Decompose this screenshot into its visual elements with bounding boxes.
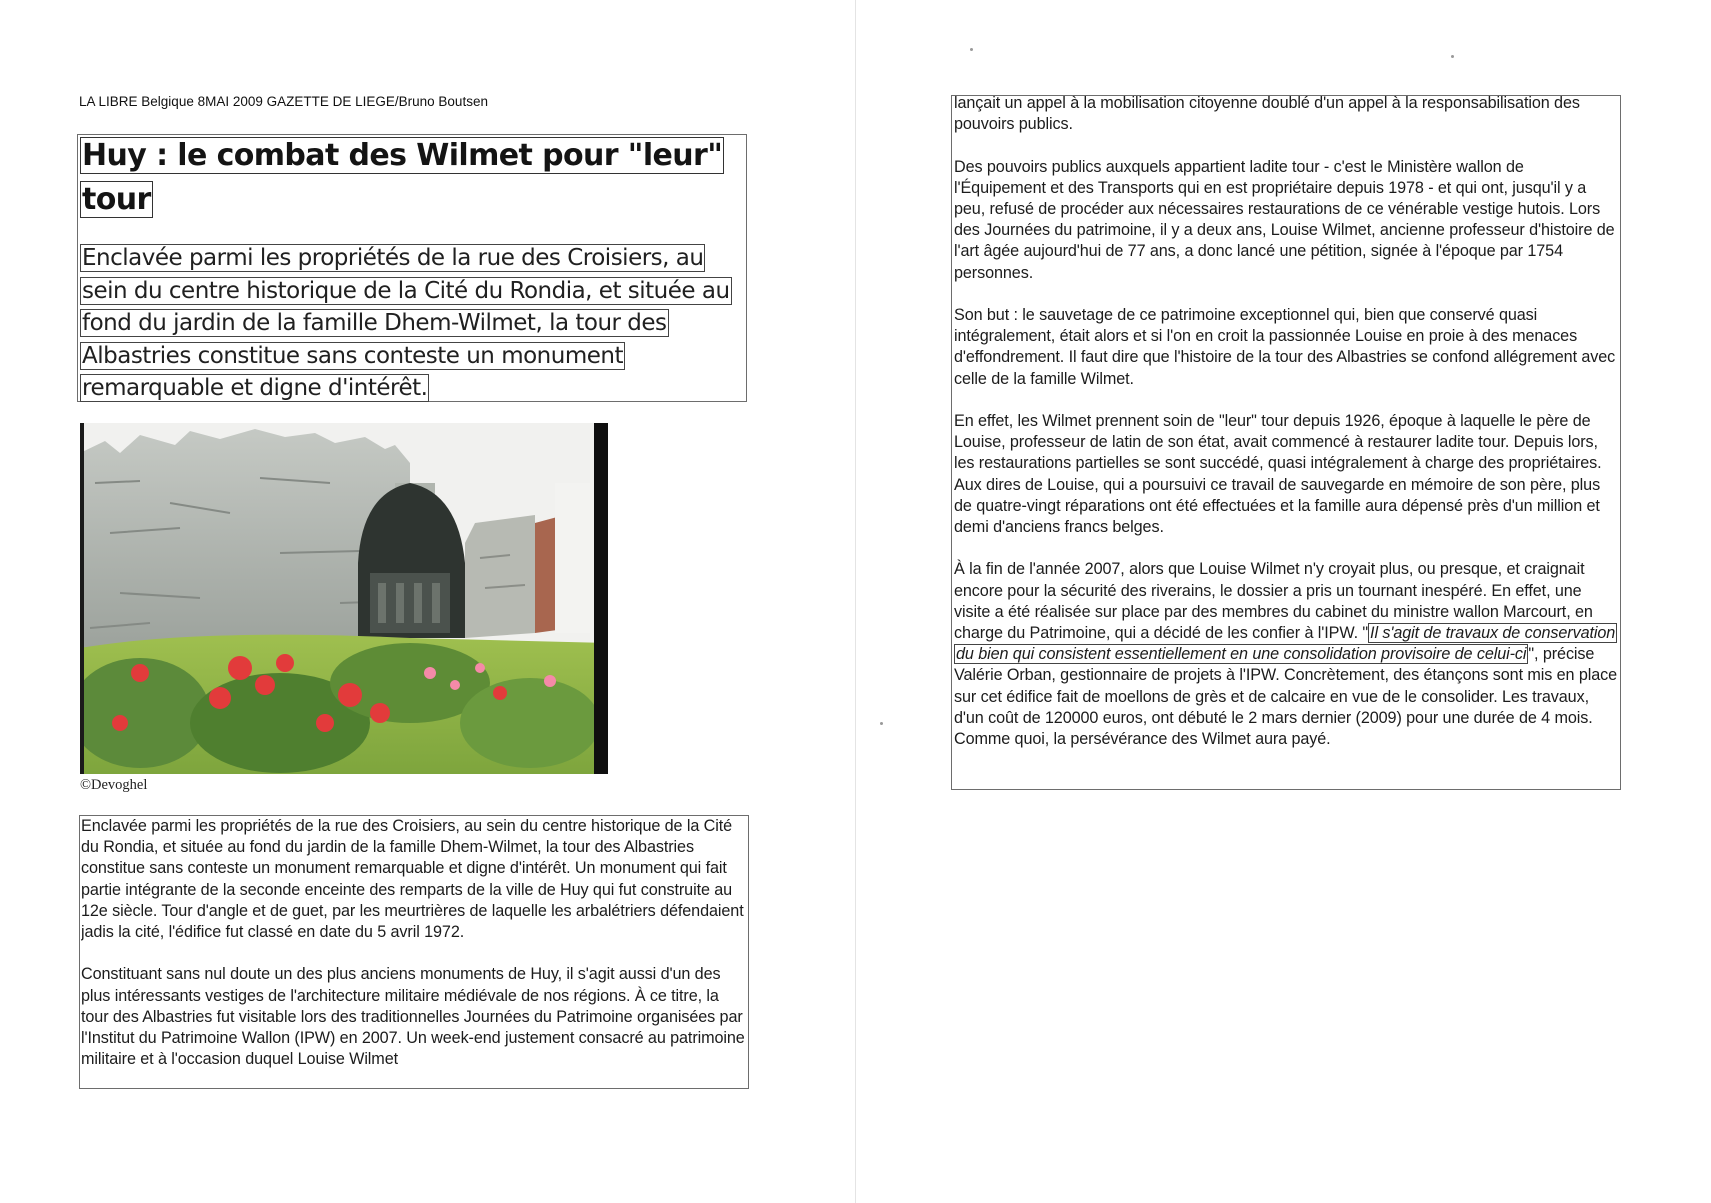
scan-speck xyxy=(970,48,973,51)
lede: Enclavée parmi les propriétés de la rue des Croisiers, au sein du centre historique de la Cité du Rondia, et située au fond du jardin de la famille Dhem-Wilmet, la tour des Albastries constitue sans conteste un monument remarquable et digne d'intérêt. xyxy=(82,245,730,401)
quote-outro: ", précise Valérie Orban, gestionnaire de projets à l'IPW. Concrètement, des étançons sont mis en place sur cet édifice fait de moellons de grès et de calcaire en vue de le consolider. Les travaux, d'un coût de 120000 euros, ont débuté le 2 mars dernier (2009) pour une durée de 4 mois. Comme quoi, la persévérance des Wilmet aura payé. xyxy=(954,645,1618,749)
photo-credit: ©Devoghel xyxy=(80,777,148,793)
left-paragraph: Enclavée parmi les propriétés de la rue des Croisiers, au sein du centre historique de la Cité du Rondia, et située au fond du jardin de la famille Dhem-Wilmet, la tour des Albastries constitue sans conteste un monument remarquable et digne d'intérêt. Un monument qui fait partie intégrante de la seconde enceinte des remparts de la ville de Huy qui fut construite au 12e siècle. Tour d'angle et de guet, par les meurtrières de laquelle les arbalétriers défendaient jadis la cité, l'édifice fut classé en date du 5 avril 1972. xyxy=(81,817,744,942)
tower-photo xyxy=(80,423,608,774)
source-line: LA LIBRE Belgique 8MAI 2009 GAZETTE DE LIEGE/Bruno Boutsen xyxy=(79,94,488,109)
right-paragraph: lançait un appel à la mobilisation citoyenne doublé d'un appel à la responsabilisation des pouvoirs publics. xyxy=(954,94,1580,134)
right-article-column xyxy=(954,93,1620,771)
left-paragraph: Constituant sans nul doute un des plus anciens monuments de Huy, il s'agit aussi d'un des plus intéressants vestiges de l'architecture militaire médiévale de nos régions. À ce titre, la tour des Albastries fut visitable lors des traditionnelles Journées du Patrimoine organisées par l'Institut du Patrimoine Wallon (IPW) en 2007. Un week-end justement consacré au patrimoine militaire et à l'occasion duquel Louise Wilmet xyxy=(81,965,745,1069)
right-paragraph: Des pouvoirs publics auxquels appartient ladite tour - c'est le Ministère wallon de l'Équipement et des Transports qui en est propriétaire depuis 1978 - et qui ont, jusqu'il y a peu, refusé de procéder aux nécessaires restaurations de ce vénérable vestige hutois. Lors des Journées du patrimoine, il y a deux ans, Louise Wilmet, ancienne professeur d'histoire de l'art âgée aujourd'hui de 77 ans, a donc lancé une pétition, signée à l'époque par 1754 personnes. xyxy=(954,157,1615,282)
left-article-column xyxy=(81,816,749,1088)
scan-speck xyxy=(1451,55,1454,58)
page-fold xyxy=(855,0,856,1203)
headline: Huy : le combat des Wilmet pour "leur" tour xyxy=(82,138,723,217)
ipw-quote: Il s'agit de travaux de conservation du bien qui consistent essentiellement en une consolidation provisoire de celui-ci xyxy=(956,624,1616,664)
scan-speck xyxy=(880,722,883,725)
right-paragraph xyxy=(954,559,1620,750)
right-paragraph: Son but : le sauvetage de ce patrimoine exceptionnel qui, bien que conservé quasi intégralement, était alors et si l'on en croit la passionnée Louise en proie à des menaces d'effondrement. Il faut dire que l'histoire de la tour des Albastries se confond allégrement avec celle de la famille Wilmet. xyxy=(954,306,1616,388)
quote-intro: À la fin de l'année 2007, alors que Louise Wilmet n'y croyait plus, ou presque, et craignait encore pour la sécurité des riverains, le dossier a pris un tournant inespéré. En effet, une visite a été réalisée sur place par des membres du cabinet du ministre wallon Marcourt, en charge du Patrimoine, qui a décidé de les confier à l'IPW. " xyxy=(954,560,1593,643)
right-paragraph: En effet, les Wilmet prennent soin de "leur" tour depuis 1926, époque à laquelle le père de Louise, professeur de latin de son état, avait commencé à restaurer ladite tour. Depuis lors, les restaurations partielles se sont succédé, quasi intégralement à charge des propriétaires. Aux dires de Louise, qui a poursuivi ce travail de sauvegarde en mémoire de son père, plus de quatre-vingt réparations ont été effectuées et la famille aura dépensé près d'un million et demi d'anciens francs belges. xyxy=(954,412,1602,537)
